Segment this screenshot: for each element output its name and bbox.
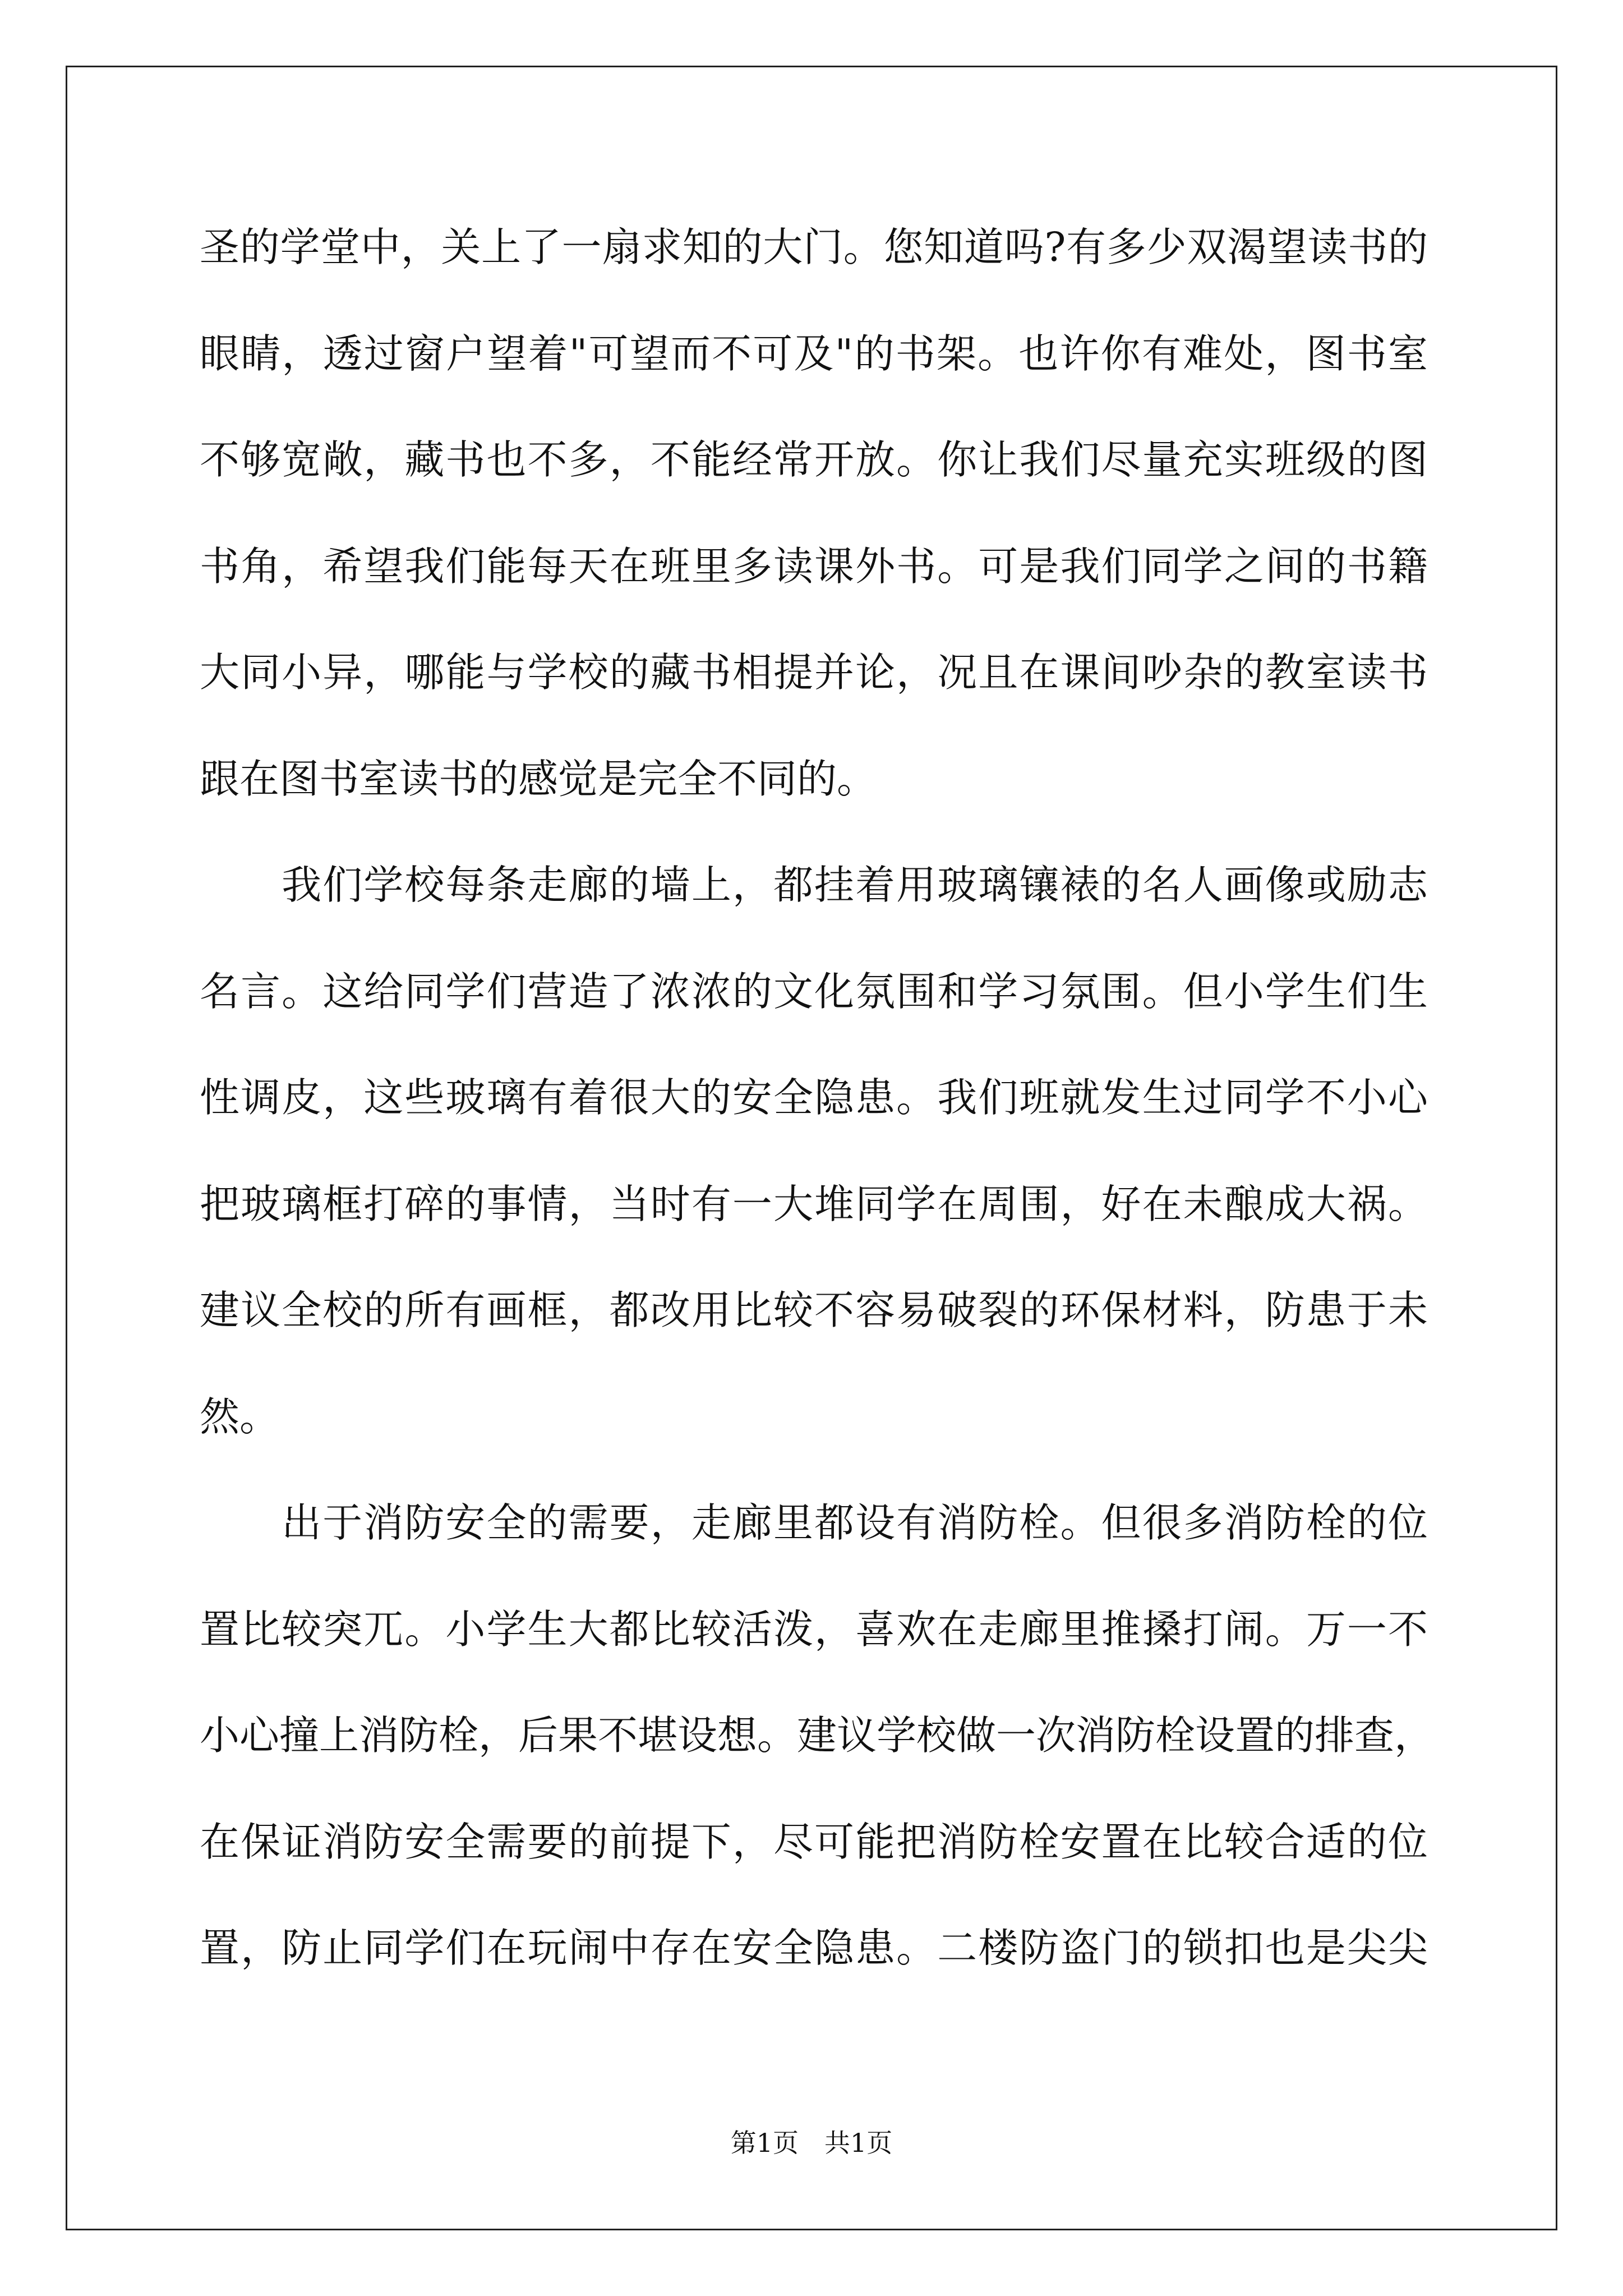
- text-line: 不够宽敞，藏书也不多，不能经常开放。你让我们尽量充实班级的图: [200, 436, 1428, 483]
- text-line: 大同小异，哪能与学校的藏书相提并论，况且在课间吵杂的教室读书: [200, 649, 1428, 696]
- text-line: 把玻璃框打碎的事情，当时有一大堆同学在周围，好在未酿成大祸。: [200, 1180, 1428, 1227]
- text-line: 置比较突兀。小学生大都比较活泼，喜欢在走廊里推搡打闹。万一不: [200, 1605, 1428, 1653]
- text-line: 名言。这给同学们营造了浓浓的文化氛围和学习氛围。但小学生们生: [200, 968, 1428, 1015]
- text-line: 在保证消防安全需要的前提下，尽可能把消防栓安置在比较合适的位: [200, 1818, 1428, 1865]
- text-line: 性调皮，这些玻璃有着很大的安全隐患。我们班就发生过同学不小心: [200, 1074, 1428, 1121]
- page-number-footer: 第1页 共1页: [730, 2128, 893, 2158]
- text-line: 置，防止同学们在玩闹中存在安全隐患。二楼防盗门的锁扣也是尖尖: [200, 1925, 1428, 1971]
- text-line: 眼睛，透过窗户望着"可望而不可及"的书架。也许你有难处，图书室: [200, 330, 1428, 377]
- text-line: 建议全校的所有画框，都改用比较不容易破裂的环保材料，防患于未: [200, 1287, 1428, 1333]
- text-line: 书角，希望我们能每天在班里多读课外书。可是我们同学之间的书籍: [200, 542, 1428, 590]
- document-body: [200, 217, 1435, 2024]
- text-line: 小心撞上消防栓，后果不堪设想。建议学校做一次消防栓设置的排查，: [200, 1712, 1435, 1759]
- text-line: 圣的学堂中，关上了一扇求知的大门。您知道吗?有多少双渴望读书的: [200, 224, 1428, 270]
- text-line: 我们学校每条走廊的墙上，都挂着用玻璃镶裱的名人画像或励志: [200, 862, 1428, 908]
- text-line: 出于消防安全的需要，走廊里都设有消防栓。但很多消防栓的位: [200, 1499, 1428, 1546]
- text-line: 跟在图书室读书的感觉是完全不同的。: [200, 755, 877, 802]
- text-line: 然。: [200, 1393, 280, 1440]
